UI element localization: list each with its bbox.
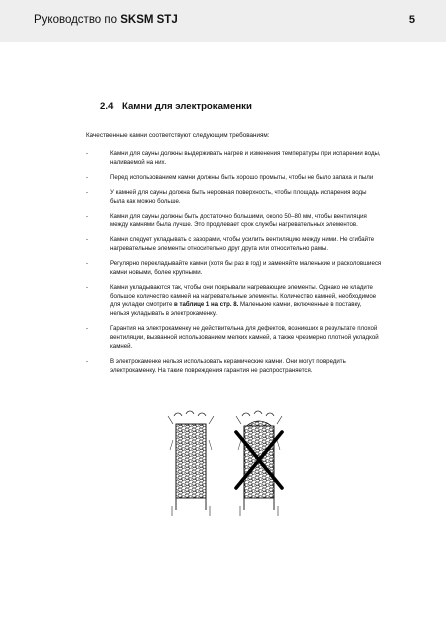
list-item: [86, 260, 426, 278]
list-line: Камни для сауны должны быть достаточно большими, около 50–80 мм, чтобы вентиляция: [110, 212, 367, 220]
section-number: 2.4: [100, 101, 114, 112]
list-line: наливаемой на них.: [110, 158, 167, 166]
list-line: вентиляции, вызванной использованием мелких камней, а также чрезмерно плотной укладкой: [110, 334, 379, 342]
bullet-dash: -: [86, 150, 89, 157]
page-header: [0, 0, 446, 42]
list-line: Регулярно перекладывайте камни (хотя бы раз в год) и заменяйте маленькие и расколовшиеся: [110, 260, 382, 268]
list-item: [86, 358, 426, 376]
list-line: нельзя укладывать в электрокаменку.: [110, 310, 217, 318]
list-line: камней.: [110, 342, 133, 350]
list-text: Маленькие камни, включенные в поставку,: [238, 301, 362, 309]
list-line: Камни укладываются так, чтобы они покрывали нагревающие элементы. Однако не кладите: [110, 283, 373, 291]
bullet-dash: -: [86, 260, 89, 268]
correct-stone-placement-icon: [168, 411, 214, 516]
bullet-dash: -: [86, 283, 89, 291]
list-item: [86, 284, 426, 319]
document-title: [34, 14, 178, 26]
stone-placement-figure: [164, 410, 289, 520]
bullet-dash: -: [86, 325, 89, 333]
list-item: [86, 213, 426, 231]
list-item: [86, 189, 426, 207]
list-item: [86, 150, 426, 168]
list-line: Гарантия на электрокаменку не действительна для дефектов, возникших в результате плохой: [110, 325, 378, 333]
list-line: [110, 301, 426, 310]
list-line: Камни для сауны должны выдерживать нагрев и изменения температуры при испарении воды,: [110, 150, 381, 157]
title-prefix: Руководство по: [34, 14, 121, 26]
list-line: нагревательные элементы относительно друг друга или относительно рамы.: [110, 245, 329, 253]
bullet-dash: -: [86, 188, 89, 196]
bullet-dash: -: [86, 173, 89, 181]
list-text: для укладки смотрите: [110, 301, 175, 309]
list-line: камни новыми, более крупными.: [110, 268, 203, 276]
table-reference: в таблице 1 на стр. 8.: [174, 301, 239, 309]
list-line: большое количество камней на нагревательные элементы. Количество камней, необходимое: [110, 292, 377, 300]
list-line: между камнями была лучше. Это продлевает срок службы нагревательных элементов.: [110, 221, 358, 229]
list-line: была как можно больше.: [110, 197, 181, 205]
section-title: Камни для электрокаменки: [122, 101, 252, 112]
section-heading: [100, 101, 252, 112]
product-name: SKSM STJ: [120, 14, 178, 26]
list-item: [86, 236, 426, 254]
bullet-dash: -: [86, 212, 89, 220]
list-line: электрокаменку. На такие повреждения гарантия не распространяется.: [110, 366, 313, 374]
list-line: Камни следует укладывать с зазорами, чтобы усилить вентиляцию между ними. Не сгибайте: [110, 236, 375, 244]
requirements-list: [86, 150, 426, 382]
list-item: [86, 174, 426, 183]
list-line: В электрокаменке нельзя использовать керамические камни. Они могут повредить: [110, 357, 346, 365]
page-number: 5: [408, 14, 415, 26]
list-item: [86, 325, 426, 351]
bullet-dash: -: [86, 357, 89, 365]
intro-text: Качественные камни соответствуют следующим требованиям:: [86, 132, 270, 139]
incorrect-stone-placement-crossed-icon: [236, 411, 282, 516]
bullet-dash: -: [86, 236, 89, 244]
list-line: У камней для сауны должна быть неровная поверхность, чтобы площадь испарения воды: [110, 188, 367, 196]
list-line: Перед использованием камни должны быть хорошо промыты, чтобы не было запаха и пыли: [110, 173, 374, 181]
